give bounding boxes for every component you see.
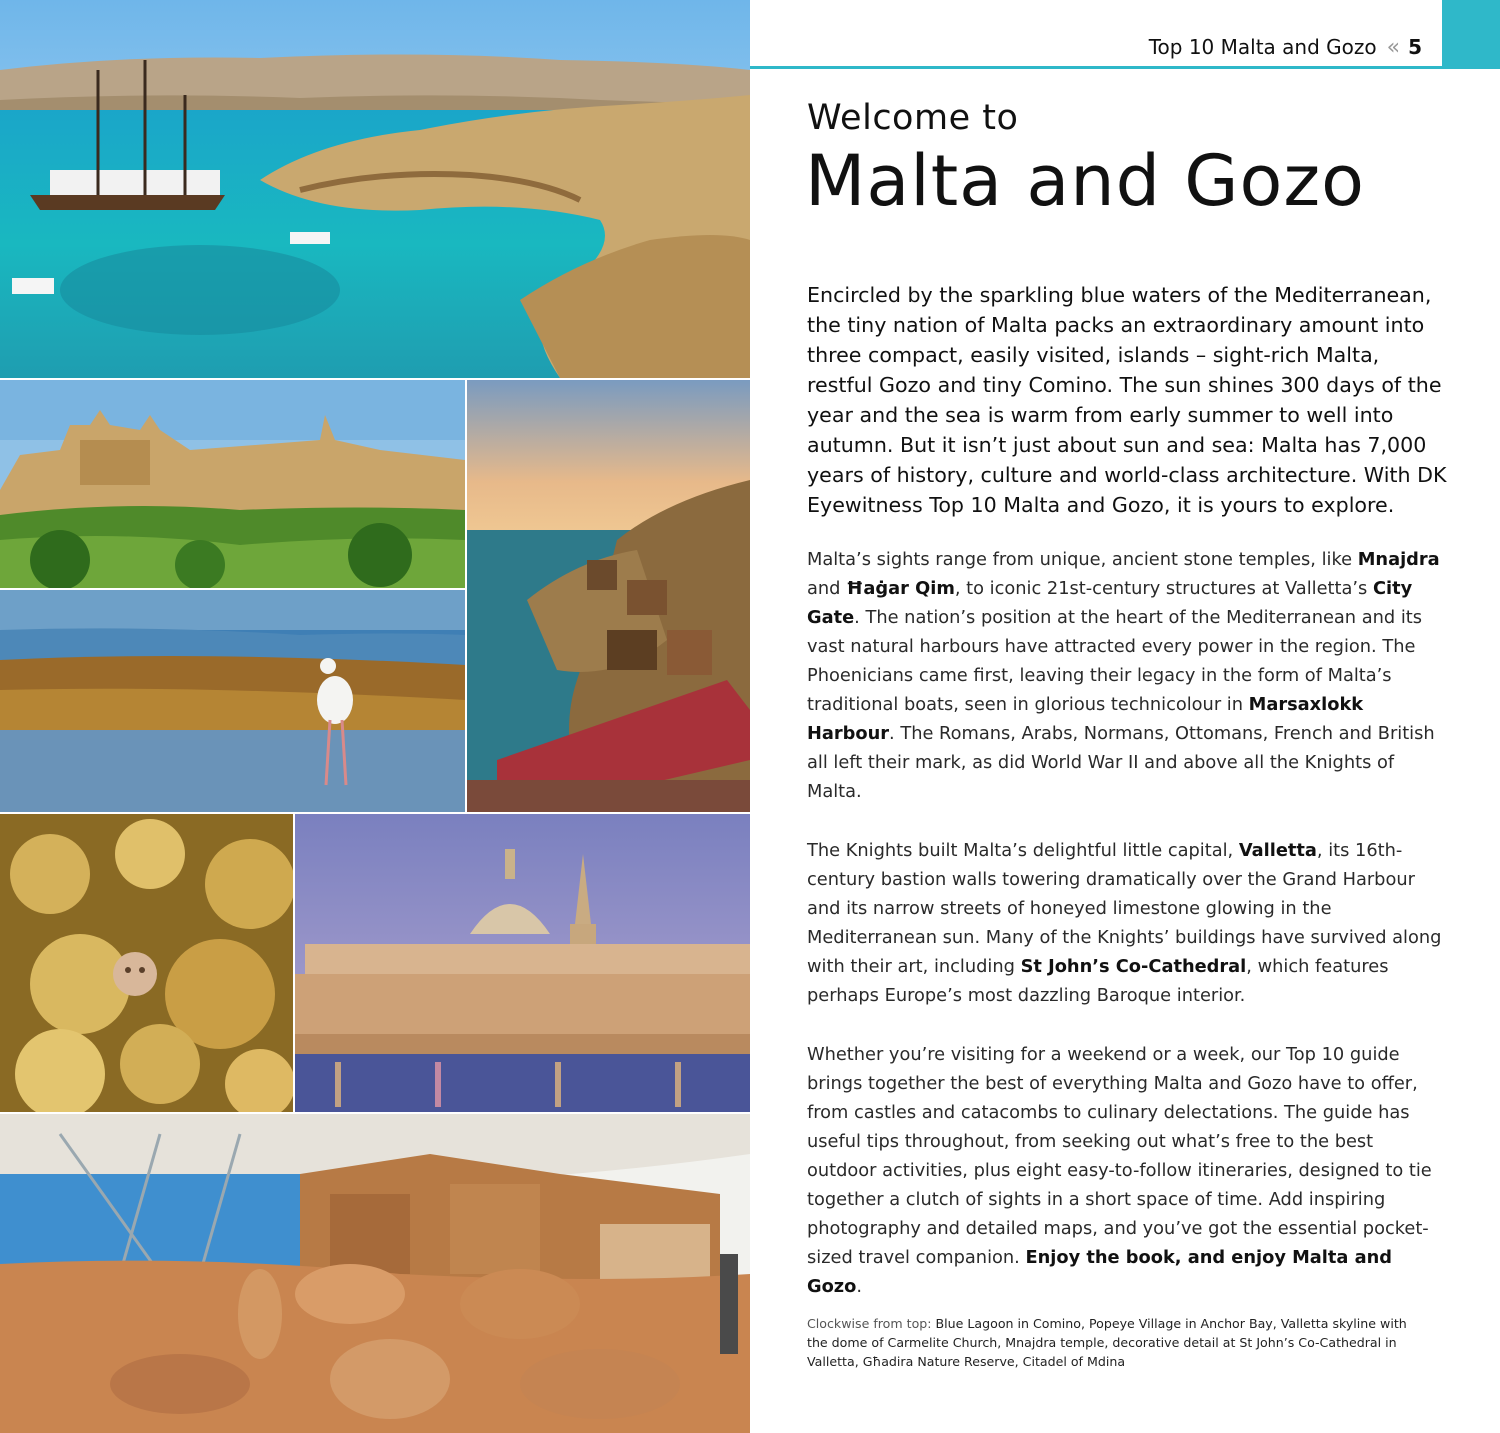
caption-text: Blue Lagoon in Comino, Popeye Village in Anchor Bay, Valletta skyline with the dome of Carmelite Church, Mnajdra temple, decorative detail at St John’s Co-Cathedral in Valletta, Għadira Nature Reserve, Citadel of Mdina xyxy=(807,1316,1407,1369)
photo-blue-lagoon xyxy=(0,0,750,378)
caption-label: Clockwise from top: xyxy=(807,1316,932,1331)
highlight-enjoy: Enjoy the book, and enjoy Malta and Gozo xyxy=(807,1247,1392,1297)
section-title: Top 10 Malta and Gozo xyxy=(1148,35,1377,59)
highlight-valletta: Valletta xyxy=(1238,840,1317,861)
photo-caption xyxy=(807,1314,1427,1371)
photo-citadel-mdina xyxy=(0,380,465,588)
body-paragraph-3: Whether you’re visiting for a weekend or a week, our Top 10 guide brings together the best of everything Malta and Gozo have to offer, from castles and catacombs to culinary delectations. The guide has useful tips throughout, from seeking out what’s free to the best outdoor activities, plus eight easy-to-follow itineraries, designed to tie together a clutch of sights in a short space of time. Add inspiring photography and detailed maps, and you’ve got the essential pocket-sized travel companion. Enjoy the book, and enjoy Malta and Gozo. xyxy=(807,1044,1432,1297)
body-paragraph-2: The Knights built Malta’s delightful little capital, Valletta, its 16th-century bastion walls towering dramatically over the Grand Harbour and its narrow streets of honeyed limestone glowing in the Mediterranean sun. Many of the Knights’ buildings have survived along with their art, including St John’s Co-Cathedral, which features perhaps Europe’s most dazzling Baroque interior. xyxy=(807,840,1442,1006)
page-title: Malta and Gozo xyxy=(805,140,1365,222)
page-tab-marker xyxy=(1442,0,1500,68)
photo-popeye-village xyxy=(467,380,750,812)
highlight-st-johns: St John’s Co-Cathedral xyxy=(1020,956,1247,977)
body-paragraph-1: Malta’s sights range from unique, ancient stone temples, like Mnajdra and Ħaġar Qim, to iconic 21st-century structures at Valletta’s City Gate. The nation’s position at the heart of the Mediterranean and its vast natural harbours have attracted every power in the region. The Phoenicians came first, leaving their legacy in the form of Malta’s traditional boats, seen in glorious technicolour in Marsaxlokk Harbour. The Romans, Arabs, Normans, Ottomans, French and British all left their mark, as did World War II and above all the Knights of Malta. xyxy=(807,549,1440,802)
photo-mnajdra-temple xyxy=(0,1114,750,1433)
photo-ghadira-reserve xyxy=(0,590,465,812)
welcome-heading: Welcome to xyxy=(807,98,1019,138)
highlight-city-gate: City Gate xyxy=(807,578,1413,628)
intro-paragraph: Encircled by the sparkling blue waters of the Mediterranean, the tiny nation of Malta packs an extraordinary amount into three compact, easily visited, islands – sight-rich Malta, restful Gozo and tiny Comino. The sun shines 300 days of the year and the sea is warm from early summer to well into autumn. But it isn’t just about sun and sea: Malta has 7,000 years of history, culture and world-class architecture. With DK Eyewitness Top 10 Malta and Gozo, it is yours to explore. xyxy=(807,283,1447,517)
highlight-marsaxlokk: Marsaxlokk Harbour xyxy=(807,694,1364,744)
highlight-mnajdra: Mnajdra xyxy=(1357,549,1440,570)
photo-valletta-skyline xyxy=(295,814,750,1112)
running-header xyxy=(1149,35,1422,60)
photo-baroque-detail xyxy=(0,814,293,1112)
double-chevron-left-icon: « xyxy=(1386,35,1401,60)
highlight-hagar-qim: Ħaġar Qim xyxy=(846,578,955,599)
page-number: 5 xyxy=(1408,35,1422,59)
header-rule xyxy=(750,66,1500,69)
text-column xyxy=(750,0,1500,1433)
